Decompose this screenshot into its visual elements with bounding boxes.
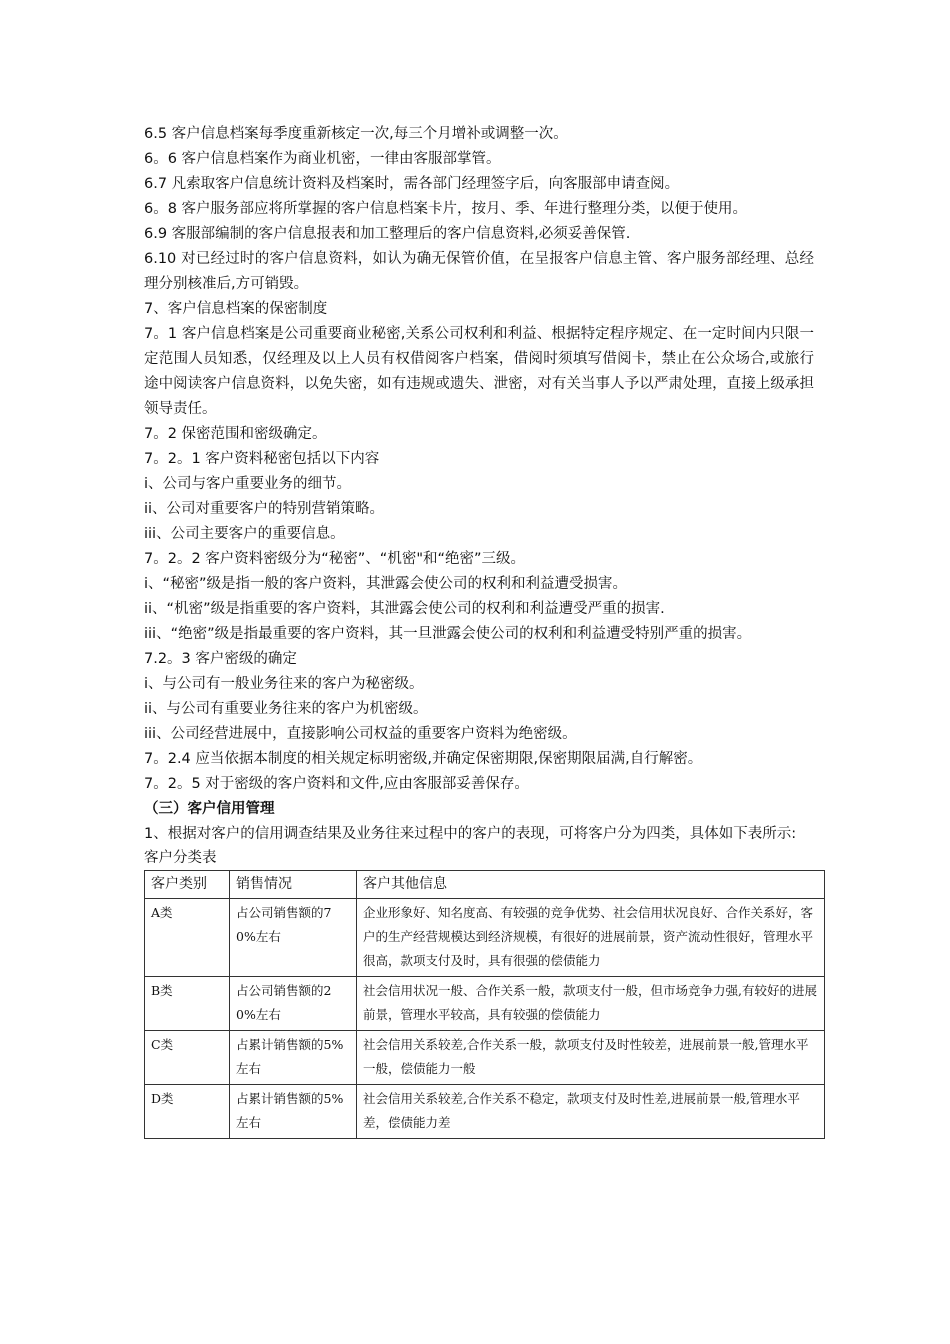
table-row — [145, 899, 825, 977]
table-row — [145, 1031, 825, 1085]
table-row — [145, 1085, 825, 1139]
paragraph: 7.2。3 客户密级的确定 — [144, 651, 297, 667]
section-title: 7、客户信息档案的保密制度 — [144, 301, 328, 317]
table-row — [145, 977, 825, 1031]
paragraph: 6.10 对已经过时的客户信息资料，如认为确无保管价值，在呈报客户信息主管、客户服务部经理、总经理分别核准后,方可销毁。 — [144, 251, 814, 292]
cell-sales: 占公司销售额的70%左右 — [230, 899, 357, 977]
cell-sales: 占累计销售额的5%左右 — [230, 1031, 357, 1085]
paragraph: 6。8 客户服务部应将所掌握的客户信息档案卡片，按月、季、年进行整理分类，以便于使用。 — [144, 201, 748, 217]
table-caption: 客户分类表 — [144, 850, 217, 866]
list-item: ii、“机密”级是指重要的客户资料，其泄露会使公司的权利和利益遭受严重的损害. — [144, 601, 665, 617]
cell-info: 企业形象好、知名度高、有较强的竞争优势、社会信用状况良好、合作关系好，客户的生产经营规模达到经济规模，有很好的进展前景，资产流动性很好，管理水平很高，款项支付及时，具有很强的偿债能力 — [357, 899, 825, 977]
paragraph: 6.7 凡索取客户信息统计资料及档案时，需各部门经理签字后，向客服部申请查阅。 — [144, 176, 680, 192]
cell-sales: 占公司销售额的20%左右 — [230, 977, 357, 1031]
paragraph: 7。2.4 应当依据本制度的相关规定标明密级,并确定保密期限,保密期限届满,自行解密。 — [144, 751, 703, 767]
list-item: iii、公司经营进展中，直接影响公司权益的重要客户资料为绝密级。 — [144, 726, 577, 742]
list-item: i、与公司有一般业务往来的客户为秘密级。 — [144, 676, 424, 692]
cell-category: D类 — [145, 1085, 230, 1139]
cell-category: B类 — [145, 977, 230, 1031]
cell-category: C类 — [145, 1031, 230, 1085]
cell-category: A类 — [145, 899, 230, 977]
paragraph: 7。2。2 客户资料密级分为“秘密”、“机密"和“绝密”三级。 — [144, 551, 526, 567]
paragraph: 6。6 客户信息档案作为商业机密，一律由客服部掌管。 — [144, 151, 501, 167]
list-item: iii、公司主要客户的重要信息。 — [144, 526, 345, 542]
paragraph: 6.5 客户信息档案每季度重新核定一次,每三个月增补或调整一次。 — [144, 126, 568, 142]
list-item: i、“秘密”级是指一般的客户资料，其泄露会使公司的权利和利益遭受损害。 — [144, 576, 628, 592]
list-item: i、公司与客户重要业务的细节。 — [144, 476, 352, 492]
customer-classification-table — [144, 870, 825, 1139]
header-category: 客户类别 — [145, 871, 230, 899]
list-item: ii、与公司有重要业务往来的客户为机密级。 — [144, 701, 428, 717]
paragraph-list — [144, 122, 814, 797]
cell-sales: 占累计销售额的5%左右 — [230, 1085, 357, 1139]
cell-info: 社会信用关系较差,合作关系一般，款项支付及时性较差，进展前景一般,管理水平一般，偿债能力一般 — [357, 1031, 825, 1085]
section-heading: （三）客户信用管理 — [144, 801, 275, 817]
cell-info: 社会信用状况一般、合作关系一般，款项支付一般，但市场竞争力强,有较好的进展前景，管理水平较高，具有较强的偿债能力 — [357, 977, 825, 1031]
header-info: 客户其他信息 — [357, 871, 825, 899]
paragraph: 7。2 保密范围和密级确定。 — [144, 426, 327, 442]
paragraph: 7。2。5 对于密级的客户资料和文件,应由客服部妥善保存。 — [144, 776, 529, 792]
paragraph: 7。2。1 客户资料秘密包括以下内容 — [144, 451, 380, 467]
list-item: ii、公司对重要客户的特别营销策略。 — [144, 501, 385, 517]
paragraph: 6.9 客服部编制的客户信息报表和加工整理后的客户信息资料,必须妥善保管. — [144, 226, 631, 242]
cell-info: 社会信用关系较差,合作关系不稳定，款项支付及时性差,进展前景一般,管理水平差，偿债能力差 — [357, 1085, 825, 1139]
header-sales: 销售情况 — [230, 871, 357, 899]
list-item: iii、“绝密”级是指最重要的客户资料，其一旦泄露会使公司的权利和利益遭受特别严重的损害。 — [144, 626, 752, 642]
paragraph: 7。1 客户信息档案是公司重要商业秘密,关系公司权利和利益、根据特定程序规定、在一定时间内只限一定范围人员知悉，仅经理及以上人员有权借阅客户档案，借阅时须填写借阅卡，禁止在公众场合,或旅行途中阅读客户信息资料，以免失密，如有违规或遗失、泄密，对有关当事人予以严肃处理，直接上级承担领导责任。 — [144, 326, 814, 417]
intro-paragraph: 1、根据对客户的信用调查结果及业务往来过程中的客户的表现，可将客户分为四类，具体如下表所示: — [144, 826, 797, 842]
table-header-row — [145, 871, 825, 899]
document-page — [144, 122, 817, 1139]
